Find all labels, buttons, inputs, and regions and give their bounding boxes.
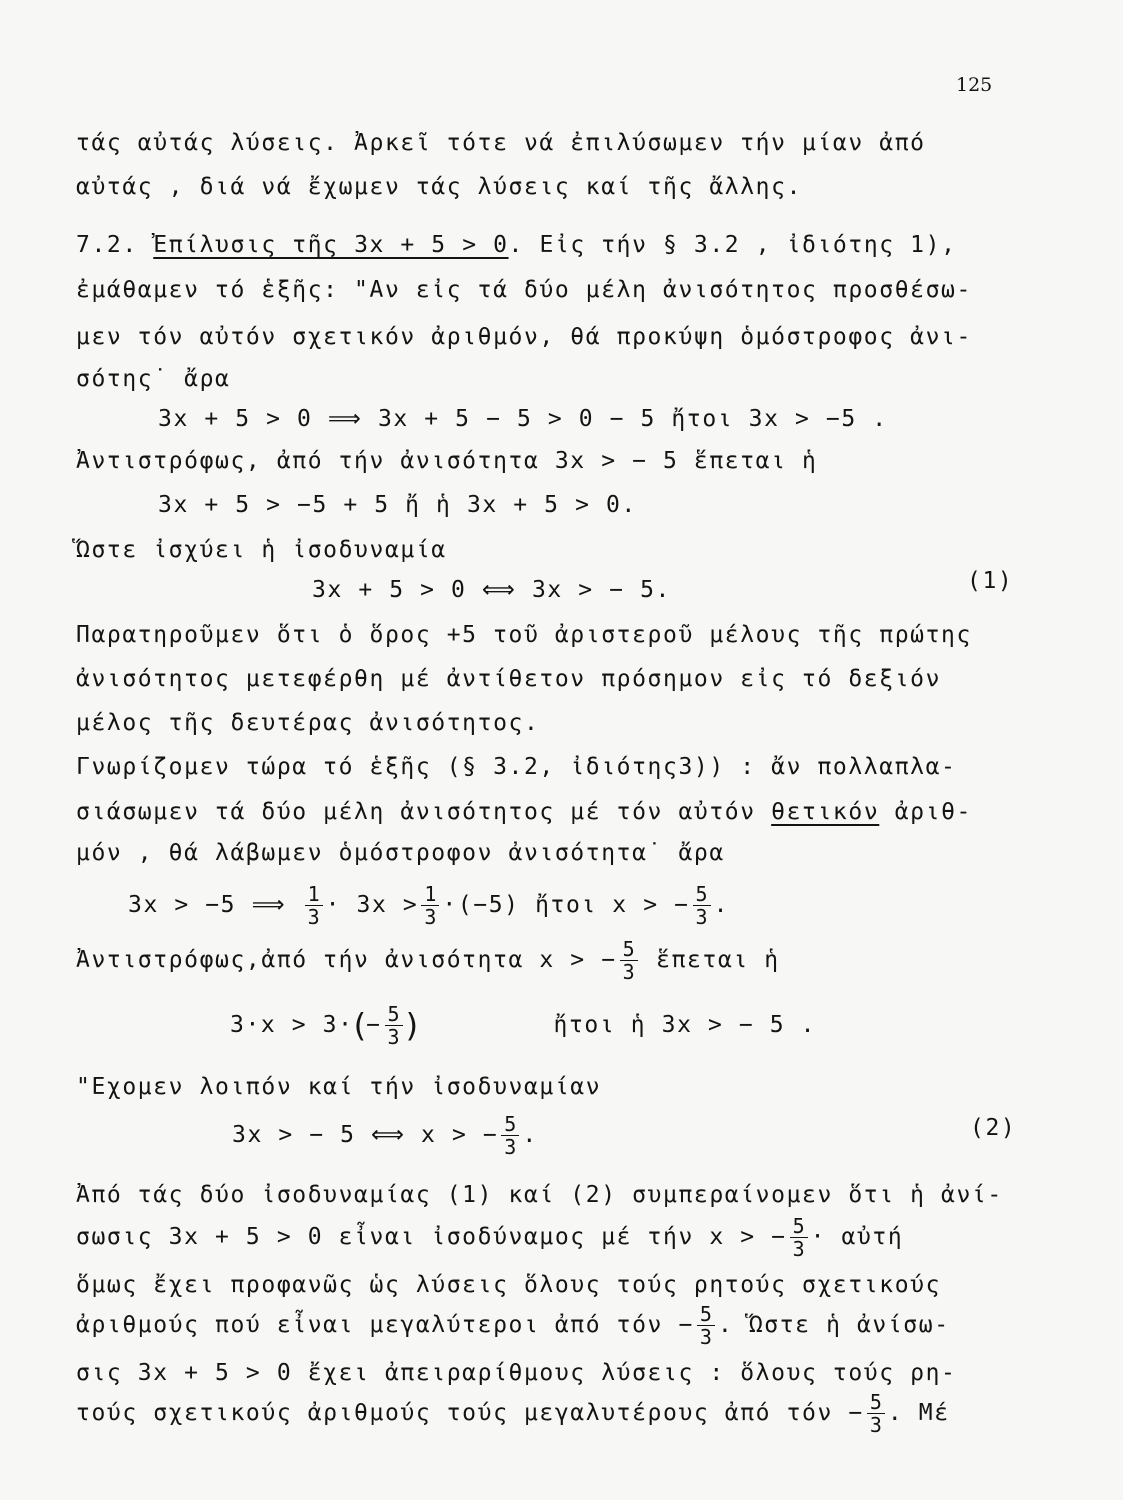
denominator: 3 — [504, 1135, 517, 1159]
line24-part-b: · αὐτή — [810, 1224, 904, 1250]
text-line-13: ἀνισότητος μετεφέρθη μέ ἀντίθετον πρόσημον εἰς τό δεξιόν — [76, 666, 942, 692]
equation-label-2: (2) — [970, 1115, 1017, 1141]
equation-line-22 — [232, 1110, 538, 1160]
eq20-part-a: 3·x > 3· — [230, 1012, 354, 1038]
eq18-part-a: 3x > −5 ⟹ — [128, 892, 287, 918]
fraction-five-thirds-e — [790, 1215, 808, 1260]
equation-line-9: 3x + 5 > −5 + 5 ἤ ἡ 3x + 5 > 0. — [158, 492, 637, 518]
eq18-period: . — [713, 892, 730, 918]
text-line-10: Ὥστε ἰσχύει ἡ ἰσοδυναμία — [76, 537, 447, 563]
eq22-part-a: 3x > − 5 ⟺ x > − — [232, 1122, 499, 1148]
text-line-17: μόν , θά λάβωμεν ὁμόστροφον ἀνισότητα˙ ἄρα — [76, 840, 725, 866]
numerator: 1 — [421, 883, 439, 906]
denominator: 3 — [307, 905, 320, 929]
fraction-five-thirds-a — [693, 883, 711, 928]
fraction-five-thirds-f — [697, 1303, 715, 1348]
numerator: 5 — [620, 938, 638, 961]
text-line-16-end: ἀριθ- — [894, 799, 972, 825]
equation-line-11: 3x + 5 > 0 ⟺ 3x > − 5. — [312, 577, 671, 603]
line19-part-b: ἕπεται ἡ — [656, 947, 780, 973]
text-line-5: μεν τόν αὐτόν σχετικόν ἀριθμόν, θά προκύψη ὁμόστροφος ἀνι- — [76, 324, 972, 350]
text-line-16 — [76, 797, 972, 827]
paren-open: ( — [353, 1006, 367, 1045]
text-line-24 — [76, 1212, 903, 1262]
fraction-one-third-a — [305, 883, 323, 928]
text-line-15: Γνωρίζομεν τώρα τό ἑξῆς (§ 3.2, ἰδιότης3)) : ἄν πολλαπλα- — [76, 754, 957, 780]
denominator: 3 — [622, 960, 635, 984]
equation-line-7: 3x + 5 > 0 ⟹ 3x + 5 − 5 > 0 − 5 ἤτοι 3x > −5 . — [158, 406, 888, 432]
fraction-five-thirds-g — [867, 1391, 885, 1436]
line26-part-a: ἀριθμούς πού εἶναι μεγαλύτεροι ἀπό τόν − — [76, 1312, 694, 1338]
line28-part-a: τούς σχετικούς ἀριθμούς τούς μεγαλυτέρους ἀπό τόν − — [76, 1400, 864, 1426]
fraction-five-thirds-c — [385, 1003, 403, 1048]
denominator: 3 — [424, 905, 437, 929]
numerator: 5 — [501, 1113, 519, 1136]
text-line-4: ἐμάθαμεν τό ἑξῆς: "Αν εἰς τά δύο μέλη ἀνισότητος προσθέσω- — [76, 277, 972, 303]
fraction-five-thirds-d — [501, 1113, 519, 1158]
text-line-26 — [76, 1300, 950, 1350]
text-line-12: Παρατηροῦμεν ὅτι ὁ ὅρος +5 τοῦ ἀριστεροῦ μέλους τῆς πρώτης — [76, 622, 972, 648]
section-number: 7.2. — [76, 232, 138, 258]
fraction-one-third-b — [421, 883, 439, 928]
text-line-14: μέλος τῆς δευτέρας ἀνισότητος. — [76, 710, 540, 736]
numerator: 5 — [697, 1303, 715, 1326]
numerator: 5 — [867, 1391, 885, 1414]
denominator: 3 — [699, 1325, 712, 1349]
text-line-16-start: σιάσωμεν τά δύο μέλη ἀνισότητος μέ τόν αὐτόν — [76, 799, 756, 825]
underlined-word-positive: θετικόν — [771, 799, 880, 825]
numerator: 5 — [385, 1003, 403, 1026]
equation-line-20 — [230, 1000, 816, 1051]
equation-line-18 — [128, 880, 729, 930]
equation-label-1: (1) — [967, 568, 1014, 594]
denominator: 3 — [387, 1025, 400, 1049]
text-line-23: Ἀπό τάς δύο ἰσοδυναμίας (1) καί (2) συμπεραίνομεν ὅτι ἡ ἀνί- — [76, 1182, 1003, 1208]
numerator: 5 — [693, 883, 711, 906]
text-line-21: "Εχομεν λοιπόν καί τήν ἰσοδυναμίαν — [76, 1074, 602, 1100]
text-line-8: Ἀντιστρόφως, ἀπό τήν ἀνισότητα 3x > − 5 ἕπεται ἡ — [76, 448, 818, 474]
line19-part-a: Ἀντιστρόφως,ἀπό τήν ἀνισότητα x > − — [76, 947, 617, 973]
section-heading — [76, 230, 957, 260]
denominator: 3 — [792, 1237, 805, 1261]
line28-part-b: . Μέ — [887, 1400, 950, 1426]
eq20-part-b: ἤτοι ἡ 3x > − 5 . — [553, 1012, 817, 1038]
minus-sign: − — [366, 1012, 382, 1038]
text-line-1: τάς αὐτάς λύσεις. Ἀρκεῖ τότε νά ἐπιλύσωμεν τήν μίαν ἀπό — [76, 130, 926, 156]
text-line-19 — [76, 935, 780, 985]
page-number: 125 — [956, 74, 993, 96]
text-line-6: σότης˙ ἄρα — [76, 366, 231, 392]
section-title: Ἐπίλυσις τῆς 3x + 5 > 0 — [153, 232, 509, 258]
text-line-25: ὅμως ἔχει προφανῶς ὡς λύσεις ὅλους τούς ρητούς σχετικούς — [76, 1272, 942, 1298]
section-heading-rest: . Εἰς τήν § 3.2 , ἰδιότης 1), — [508, 232, 957, 258]
eq18-part-b: · 3x > — [325, 892, 419, 918]
eq18-part-c: ·(−5) ἤτοι x > − — [442, 892, 690, 918]
text-line-28 — [76, 1388, 950, 1438]
numerator: 1 — [305, 883, 323, 906]
fraction-five-thirds-b — [620, 938, 638, 983]
line24-part-a: σωσις 3x + 5 > 0 εἶναι ἰσοδύναμος μέ τήν x > − — [76, 1224, 787, 1250]
denominator: 3 — [869, 1413, 882, 1437]
eq22-period: . — [522, 1122, 538, 1148]
paren-close: ) — [405, 1006, 419, 1045]
text-line-27: σις 3x + 5 > 0 ἔχει ἀπειραρίθμους λύσεις : ὅλους τούς ρη- — [76, 1360, 957, 1386]
line26-part-b: . Ὥστε ἡ ἀνίσω- — [717, 1312, 950, 1338]
numerator: 5 — [790, 1215, 808, 1238]
denominator: 3 — [695, 905, 708, 929]
text-line-2: αὐτάς , διά νά ἔχωμεν τάς λύσεις καί τῆς ἄλλης. — [76, 174, 803, 200]
